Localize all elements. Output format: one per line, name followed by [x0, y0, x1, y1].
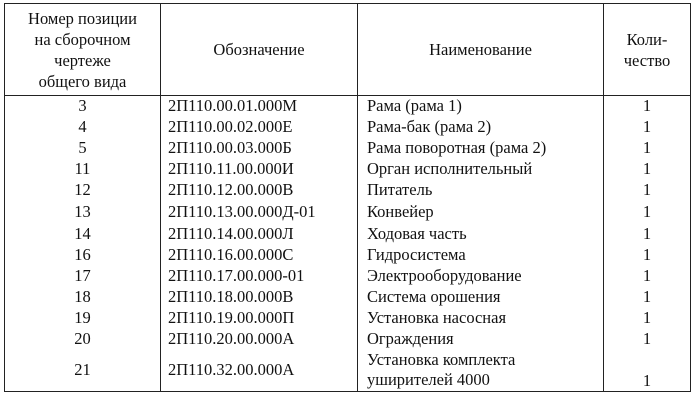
header-designation: Обозначение — [161, 4, 358, 96]
cell-designation: 2П110.16.00.000С — [161, 245, 358, 266]
cell-name: Электрооборудование — [358, 266, 604, 287]
header-quantity — [604, 4, 691, 96]
cell-position: 4 — [5, 117, 161, 138]
header-position-line: общего вида — [38, 71, 127, 91]
cell-name: Система орошения — [358, 287, 604, 308]
cell-name: Ходовая часть — [358, 223, 604, 245]
cell-name — [358, 350, 604, 392]
cell-designation: 2П110.19.00.000П — [161, 308, 358, 329]
cell-position: 18 — [5, 287, 161, 308]
cell-designation: 2П110.13.00.000Д-01 — [161, 201, 358, 223]
cell-position: 3 — [5, 96, 161, 117]
cell-name-line: Установка комплекта — [367, 350, 516, 370]
table-row — [5, 308, 691, 329]
cell-quantity: 1 — [604, 245, 691, 266]
cell-designation: 2П110.32.00.000А — [161, 350, 358, 392]
specification-table-sheet — [4, 3, 690, 412]
cell-designation: 2П110.20.00.000А — [161, 329, 358, 350]
cell-position: 19 — [5, 308, 161, 329]
cell-designation: 2П110.00.01.000М — [161, 96, 358, 117]
cell-name: Орган исполнительный — [358, 159, 604, 180]
cell-position: 14 — [5, 223, 161, 245]
table-row — [5, 138, 691, 159]
specification-table — [4, 3, 691, 392]
header-position-line: на сборочном — [34, 29, 131, 49]
cell-quantity: 1 — [604, 96, 691, 117]
cell-name: Гидросистема — [358, 245, 604, 266]
table-row — [5, 329, 691, 350]
header-position — [5, 4, 161, 96]
cell-quantity: 1 — [604, 138, 691, 159]
cell-name: Конвейер — [358, 201, 604, 223]
cell-position: 11 — [5, 159, 161, 180]
cell-name: Установка насосная — [358, 308, 604, 329]
table-row — [5, 159, 691, 180]
cell-designation: 2П110.18.00.000В — [161, 287, 358, 308]
cell-quantity: 1 — [604, 201, 691, 223]
cell-name: Рама (рама 1) — [358, 96, 604, 117]
table-body — [5, 96, 691, 392]
header-quantity-line: чество — [623, 50, 671, 70]
table-row — [5, 180, 691, 201]
header-position-line: чертеже — [54, 50, 111, 70]
cell-name-line: уширителей 4000 — [367, 370, 490, 390]
cell-quantity: 1 — [604, 159, 691, 180]
table-header — [5, 4, 691, 96]
cell-quantity: 1 — [604, 223, 691, 245]
cell-position: 21 — [5, 350, 161, 392]
cell-designation: 2П110.00.02.000Е — [161, 117, 358, 138]
cell-position: 17 — [5, 266, 161, 287]
cell-position: 16 — [5, 245, 161, 266]
table-row — [5, 117, 691, 138]
table-row — [5, 266, 691, 287]
cell-designation: 2П110.17.00.000-01 — [161, 266, 358, 287]
cell-designation: 2П110.12.00.000В — [161, 180, 358, 201]
cell-position: 12 — [5, 180, 161, 201]
cell-quantity: 1 — [604, 308, 691, 329]
table-row — [5, 350, 691, 392]
cell-name: Питатель — [358, 180, 604, 201]
table-row — [5, 201, 691, 223]
table-row — [5, 96, 691, 117]
table-row — [5, 245, 691, 266]
cell-quantity: 1 — [604, 266, 691, 287]
table-row — [5, 287, 691, 308]
cell-designation: 2П110.11.00.000И — [161, 159, 358, 180]
cell-position: 5 — [5, 138, 161, 159]
table-row — [5, 223, 691, 245]
cell-designation: 2П110.14.00.000Л — [161, 223, 358, 245]
cell-position: 13 — [5, 201, 161, 223]
cell-quantity: 1 — [604, 180, 691, 201]
header-row — [5, 4, 691, 96]
header-position-line: Номер позиции — [28, 8, 137, 28]
cell-quantity: 1 — [604, 287, 691, 308]
cell-name: Рама поворотная (рама 2) — [358, 138, 604, 159]
cell-position: 20 — [5, 329, 161, 350]
cell-quantity: 1 — [604, 350, 691, 392]
header-quantity-line: Коли- — [626, 29, 668, 49]
cell-designation: 2П110.00.03.000Б — [161, 138, 358, 159]
cell-quantity: 1 — [604, 329, 691, 350]
cell-name: Рама-бак (рама 2) — [358, 117, 604, 138]
cell-name: Ограждения — [358, 329, 604, 350]
cell-quantity: 1 — [604, 117, 691, 138]
header-name: Наименование — [358, 4, 604, 96]
